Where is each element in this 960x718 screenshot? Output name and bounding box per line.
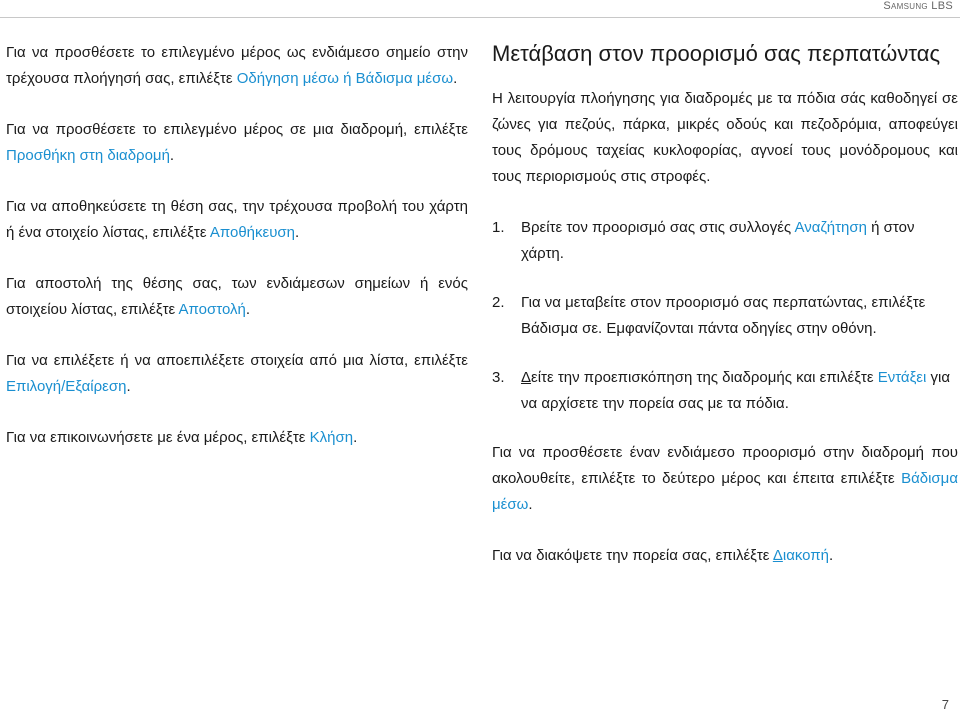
link-select-exclude[interactable]: Επιλογή/Εξαίρεση xyxy=(6,378,127,395)
link-call[interactable]: Κλήση xyxy=(309,429,354,446)
link-stop[interactable]: Διακοπή xyxy=(772,547,830,564)
link-drive-via[interactable]: Οδήγηση μέσω ή Βάδισμα μέσω xyxy=(236,70,454,87)
link-ok[interactable]: Εντάξει xyxy=(877,369,927,386)
step-item xyxy=(492,365,958,417)
step-number: 3. xyxy=(492,369,505,386)
left-paragraph: Για αποστολή της θέσης σας, των ενδιάμεσων σημείων ή ενός στοιχείου λίστας, επιλέξτε Αποστολή. xyxy=(6,275,468,318)
step-text: Δείτε την προεπισκόπηση της διαδρομής και επιλέξτε Εντάξει για να αρχίσετε την πορεία σας με τα πόδια. xyxy=(521,369,950,412)
link-save[interactable]: Αποθήκευση xyxy=(209,224,296,241)
section-title: Μετάβαση στον προορισμό σας περπατώντας xyxy=(492,41,941,66)
link-send[interactable]: Αποστολή xyxy=(178,301,246,318)
step-item xyxy=(492,215,958,267)
intro-paragraph: Η λειτουργία πλοήγησης για διαδρομές με τα πόδια σάς καθοδηγεί σε ζώνες για πεζούς, πάρκα, μικρές οδούς και πεζοδρόμια, αποφεύγει τους δρόμους ταχείας κυκλοφορίας, αγνοεί τους μονόδρομους και τους περιορισμούς στις στροφές. xyxy=(492,90,958,185)
link-add-to-route[interactable]: Προσθήκη στη διαδρομή xyxy=(6,147,170,164)
left-paragraph: Για να προσθέσετε το επιλεγμένο μέρος σε μια διαδρομή, επιλέξτε Προσθήκη στη διαδρομή. xyxy=(6,121,468,164)
link-walk-via[interactable]: Βάδισμα μέσω xyxy=(492,470,958,513)
step-text: Για να μεταβείτε στον προορισμό σας περπατώντας, επιλέξτε Βάδισμα σε. Εμφανίζονται πάντα οδηγίες στην οθόνη. xyxy=(521,294,926,337)
right-column xyxy=(492,40,958,594)
left-paragraph: Για να αποθηκεύσετε τη θέση σας, την τρέχουσα προβολή του χάρτη ή ένα στοιχείο λίστας, επιλέξτε Αποθήκευση. xyxy=(6,198,468,241)
step-item xyxy=(492,290,958,342)
via-paragraph: Για να προσθέσετε έναν ενδιάμεσο προορισμό στην διαδρομή που ακολουθείτε, επιλέξτε το δεύτερο μέρος και έπειτα επιλέξτε Βάδισμα μέσω. xyxy=(492,444,958,513)
page-number: 7 xyxy=(941,697,949,712)
step-number: 2. xyxy=(492,294,505,311)
step-text: Βρείτε τον προορισμό σας στις συλλογές Αναζήτηση ή στον χάρτη. xyxy=(521,219,915,262)
left-paragraph: Για να επικοινωνήσετε με ένα μέρος, επιλέξτε Κλήση. xyxy=(6,429,358,446)
left-column xyxy=(6,40,468,476)
link-search[interactable]: Αναζήτηση xyxy=(794,219,867,236)
stop-paragraph: Για να διακόψετε την πορεία σας, επιλέξτε Διακοπή. xyxy=(492,547,834,564)
page-header xyxy=(0,0,960,18)
left-paragraph: Για να επιλέξετε ή να αποεπιλέξετε στοιχεία από μια λίστα, επιλέξτε Επιλογή/Εξαίρεση. xyxy=(6,352,468,395)
left-paragraph: Για να προσθέσετε το επιλεγμένο μέρος ως ενδιάμεσο σημείο στην τρέχουσα πλοήγησή σας, επιλέξτε Οδήγηση μέσω ή Βάδισμα μέσω. xyxy=(6,44,468,87)
step-number: 1. xyxy=(492,219,505,236)
brand-label: Samsung LBS xyxy=(883,0,953,12)
